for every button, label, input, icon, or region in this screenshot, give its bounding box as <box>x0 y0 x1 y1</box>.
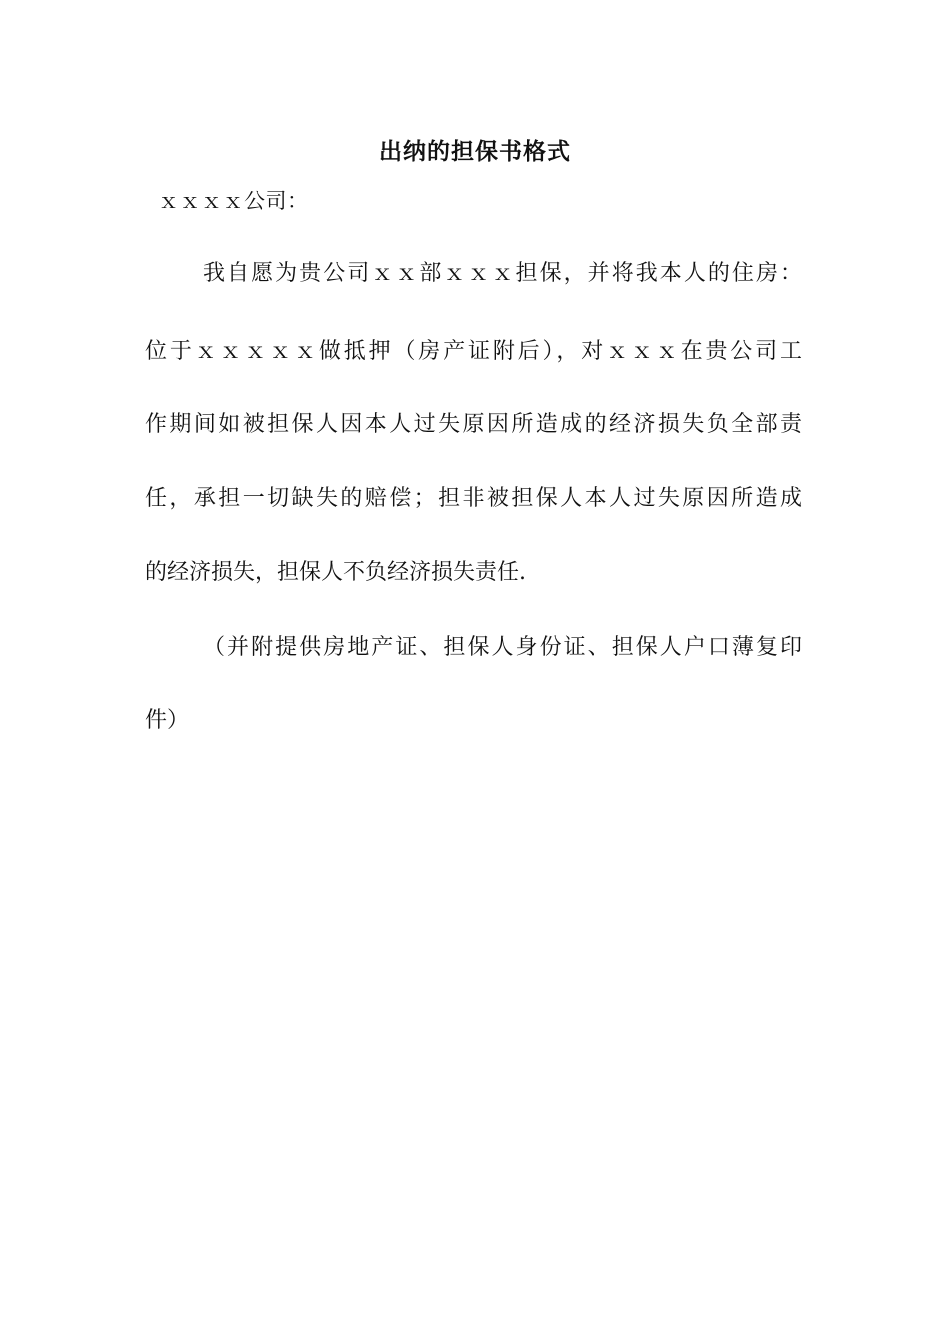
paragraph-line: 作期间如被担保人因本人过失原因所造成的经济损失负全部责 <box>145 412 802 437</box>
paragraph-line: 件） <box>145 708 190 733</box>
paragraph-line: 的经济损失，担保人不负经济损失责任. <box>145 560 526 585</box>
document-title: 出纳的担保书格式 <box>379 138 571 165</box>
paragraph-line: （并附提供房地产证、担保人身份证、担保人户口薄复印 <box>203 635 802 660</box>
paragraph-line: 任，承担一切缺失的赔偿；担非被担保人本人过失原因所造成 <box>145 486 802 511</box>
paragraph-line: 位于ｘｘｘｘｘ做抵押（房产证附后），对ｘｘｘ在贵公司工 <box>145 339 802 364</box>
paragraph-line: 我自愿为贵公司ｘｘ部ｘｘｘ担保，并将我本人的住房： <box>203 261 802 286</box>
salutation: ｘｘｘｘ公司： <box>158 189 309 213</box>
